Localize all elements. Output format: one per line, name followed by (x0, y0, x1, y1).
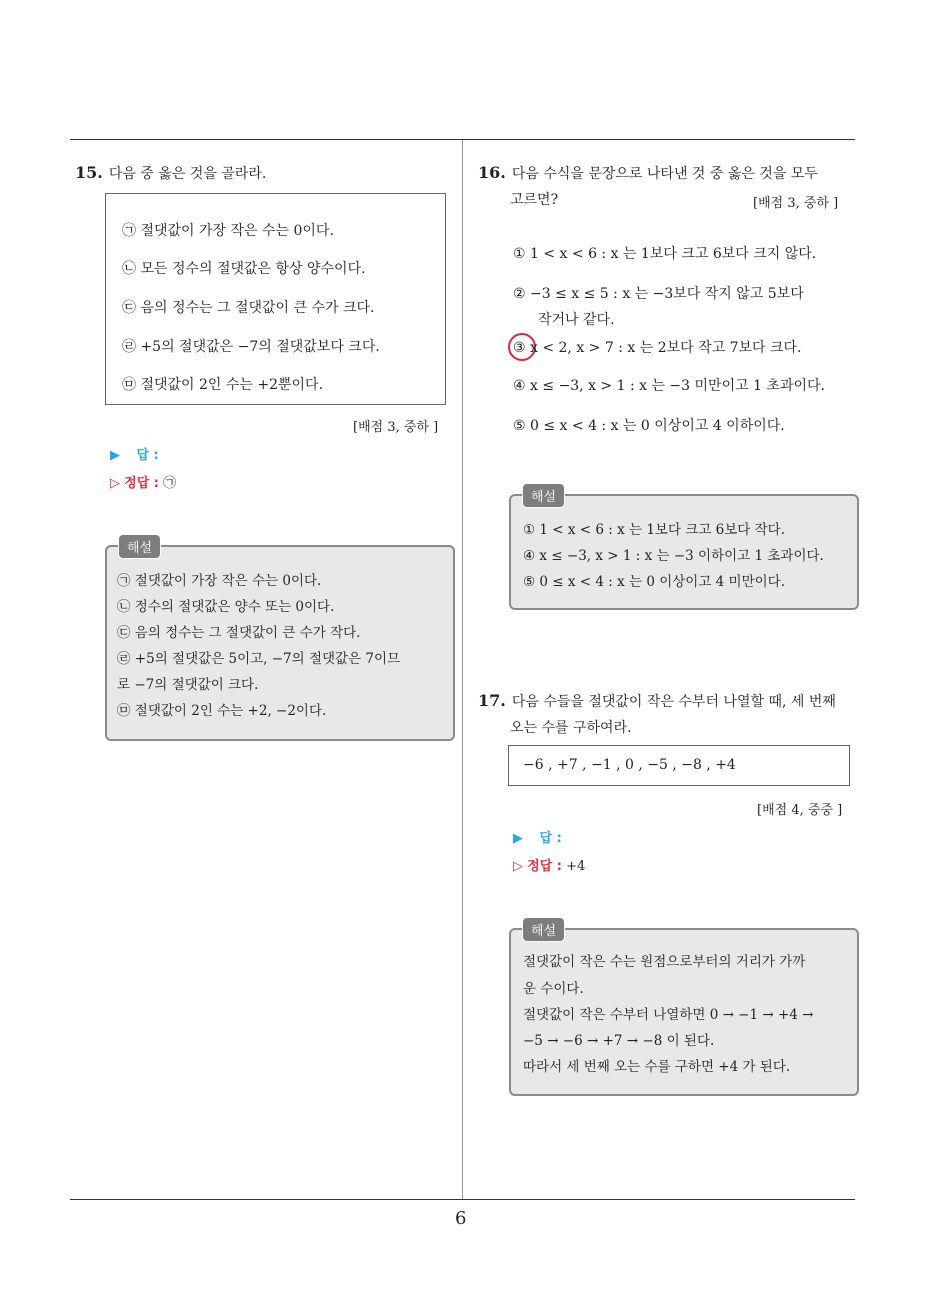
q15-option-4: ㉣ +5의 절댓값은 −7의 절댓값보다 크다. (122, 339, 380, 355)
q15-option-5: ㉤ 절댓값이 2인 수는 +2뿐이다. (122, 377, 324, 393)
q16-text-line1: 다음 수식을 문장으로 나타낸 것 중 옳은 것을 모두 (511, 166, 818, 182)
q17-answer-label: 답 : (539, 831, 562, 846)
q15-solution-line-6: ㉤ 절댓값이 2인 수는 +2, −2이다. (117, 703, 327, 719)
q17-solution-line-1: 절댓값이 작은 수는 원점으로부터의 거리가 가까 (523, 954, 806, 970)
q15-options-box (105, 193, 446, 405)
q15-solution-line-2: ㉡ 정수의 절댓값은 양수 또는 0이다. (117, 599, 335, 615)
q15-option-1: ㉠ 절댓값이 가장 작은 수는 0이다. (122, 223, 334, 239)
q17-numbers: −6 , +7 , −1 , 0 , −5 , −8 , +4 (523, 757, 736, 773)
q17-question (478, 688, 836, 715)
q17-correct-label: 정답 : (527, 859, 562, 874)
q16-solution-box (509, 494, 859, 610)
q15-solution-line-1: ㉠ 절댓값이 가장 작은 수는 0이다. (117, 573, 322, 589)
q16-number: 16. (478, 163, 506, 182)
q15-number: 15. (75, 163, 103, 182)
q16-option-2-cont: 작거나 같다. (538, 312, 615, 328)
q17-solution-line-2: 운 수이다. (523, 981, 584, 997)
q17-numbers-box (508, 745, 850, 786)
q17-solution-line-5: 따라서 세 번째 오는 수를 구하면 +4 가 된다. (523, 1059, 791, 1075)
q17-solution-line-4: −5 → −6 → +7 → −8 이 된다. (523, 1033, 715, 1049)
q16-meta: [배점 3, 중하 ] (753, 196, 839, 211)
q17-solution-box (509, 928, 859, 1096)
q16-option-4: ④ x ≤ −3, x > 1 : x 는 −3 미만이고 1 초과이다. (513, 378, 825, 394)
q15-solution-line-3: ㉢ 음의 정수는 그 절댓값이 큰 수가 작다. (117, 625, 361, 641)
play-arrow-icon: ▶ (513, 831, 523, 846)
play-arrow-icon: ▶ (110, 448, 120, 463)
q17-answer-line (513, 827, 562, 846)
q17-text-line1: 다음 수들을 절댓값이 작은 수부터 나열할 때, 세 번째 (511, 694, 836, 710)
q15-option-3: ㉢ 음의 정수는 그 절댓값이 큰 수가 크다. (122, 300, 375, 316)
q15-correct-label: 정답 : (124, 476, 159, 491)
q15-solution-tag: 해설 (118, 534, 161, 559)
outline-arrow-icon: ▷ (513, 859, 523, 874)
q15-option-2: ㉡ 모든 정수의 절댓값은 항상 양수이다. (122, 261, 366, 277)
q15-solution-line-4: ㉣ +5의 절댓값은 5이고, −7의 절댓값은 7이므 (117, 651, 401, 667)
q17-solution-tag: 해설 (522, 917, 565, 942)
q17-meta: [배점 4, 중중 ] (757, 803, 843, 818)
q16-text-line2: 고르면? (510, 192, 559, 208)
q16-option-2: ② −3 ≤ x ≤ 5 : x 는 −3보다 작지 않고 5보다 (513, 286, 804, 302)
q16-solution-line-1: ① 1 < x < 6 : x 는 1보다 크고 6보다 작다. (523, 522, 786, 538)
q17-correct-value: +4 (566, 859, 586, 874)
q16-option-5: ⑤ 0 ≤ x < 4 : x 는 0 이상이고 4 이하이다. (513, 418, 785, 434)
q15-correct-line (110, 472, 176, 491)
q16-question (478, 160, 818, 187)
q16-option-1: ① 1 < x < 6 : x 는 1보다 크고 6보다 크지 않다. (513, 246, 817, 262)
q15-correct-value: ㉠ (163, 476, 177, 491)
q15-text: 다음 중 옳은 것을 골라라. (108, 166, 267, 182)
q15-question (75, 160, 266, 187)
q15-answer-label: 답 : (136, 448, 159, 463)
q16-solution-line-2: ④ x ≤ −3, x > 1 : x 는 −3 이하이고 1 초과이다. (523, 548, 824, 564)
q17-correct-line (513, 855, 585, 874)
outline-arrow-icon: ▷ (110, 476, 120, 491)
q15-solution-box (105, 545, 455, 741)
column-divider (462, 140, 463, 1200)
q17-solution-line-3: 절댓값이 작은 수부터 나열하면 0 → −1 → +4 → (523, 1007, 814, 1023)
q15-solution-line-5: 로 −7의 절댓값이 크다. (117, 677, 259, 693)
page-number: 6 (455, 1208, 467, 1229)
bottom-rule (70, 1199, 855, 1200)
q16-solution-line-3: ⑤ 0 ≤ x < 4 : x 는 0 이상이고 4 미만이다. (523, 574, 786, 590)
q16-solution-tag: 해설 (522, 483, 565, 508)
q15-answer-line (110, 444, 159, 463)
q17-number: 17. (478, 691, 506, 710)
q16-option-3: ③ x < 2, x > 7 : x 는 2보다 작고 7보다 크다. (513, 340, 802, 356)
q17-text-line2: 오는 수를 구하여라. (510, 720, 632, 736)
q15-meta: [배점 3, 중하 ] (353, 420, 439, 435)
